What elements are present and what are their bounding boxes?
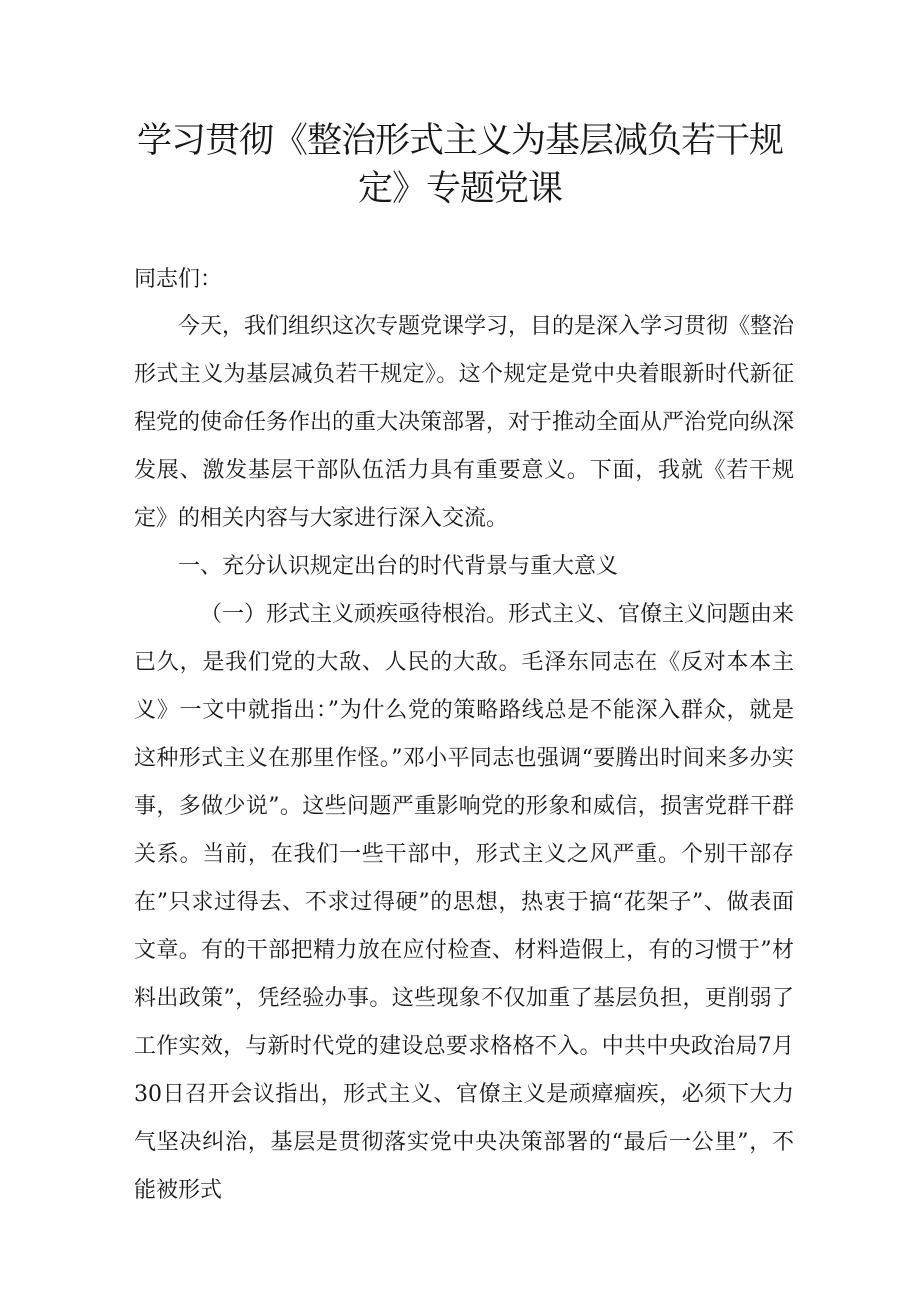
section-heading-1: 一、充分认识规定出台的时代背景与重大意义	[178, 554, 619, 579]
paragraph-section-1-1: （一）形式主义顽疾亟待根治。形式主义、官僚主义问题由来已久，是我们党的大敌、人民的大敌。毛泽东同志在《反对本本主义》一文中就指出：”为什么党的策略路线总是不能深入群众，就是这种形式主义在那里作怪。”邓小平同志也强调“要腾出时间来多办实事，多做少说”。这些问题严重影响党的形象和威信，损害党群干群关系。当前，在我们一些干部中，形式主义之风严重。个别干部存在”只求过得去、不求过得硬”的思想，热衷于搞“花架子”、做表面文章。有的干部把精力放在应付检查、材料造假上，有的习惯于”材料出政策”，凭经验办事。这些现象不仅加重了基层负担，更削弱了工作实效，与新时代党的建设总要求格格不入。中共中央政治局7月30日召开会议指出，形式主义、官僚主义是顽瘴痼疾，必须下大力气坚决纠治，基层是贯彻落实党中央决策部署的“最后一公里”，不能被形式	[134, 602, 795, 1203]
salutation: 同志们：	[134, 267, 223, 292]
paragraph-introduction: 今天，我们组织这次专题党课学习，目的是深入学习贯彻《整治形式主义为基层减负若干规定》。这个规定是党中央着眼新时代新征程党的使命任务作出的重大决策部署，对于推动全面从严治党向纵深发展、激发基层干部队伍活力具有重要意义。下面，我就《若干规定》的相关内容与大家进行深入交流。	[134, 314, 795, 531]
document-title-line-1: 学习贯彻《整治形式主义为基层减负若干规	[136, 121, 783, 161]
document-title-line-2: 定》专题党课	[357, 169, 562, 209]
